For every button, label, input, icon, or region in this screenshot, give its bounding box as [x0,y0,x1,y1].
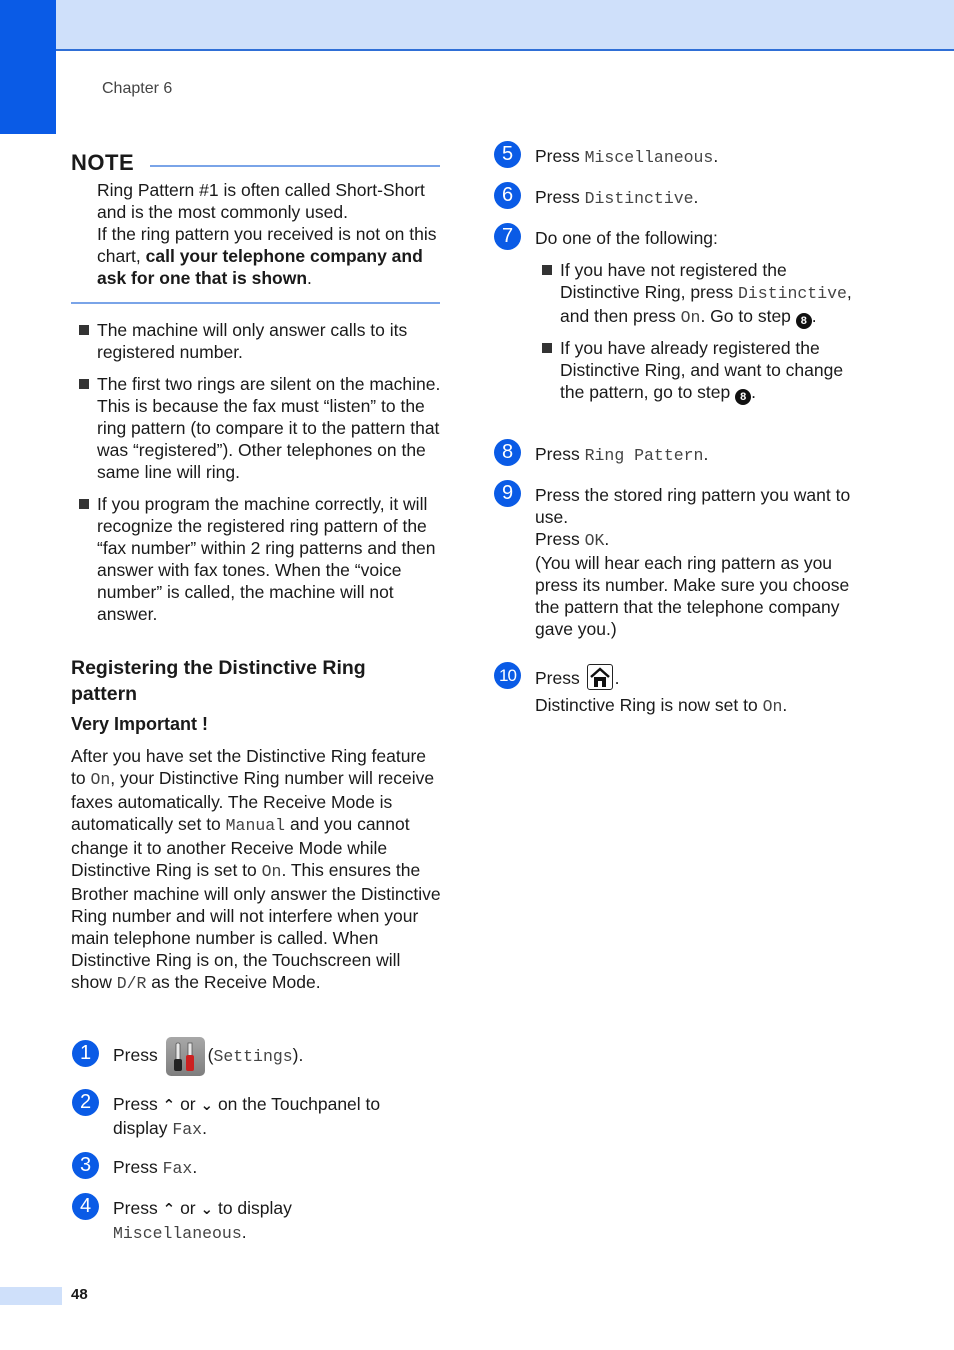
header-band [0,0,954,51]
sub-text: If you have already registered the Distinctive Ring, and want to change the pattern, go to step [560,338,844,402]
dot: . [693,187,699,207]
note-body [97,179,442,289]
note-line-1: Ring Pattern #1 is often called Short-Short and is the most commonly used. [97,180,425,222]
press-label: Press [535,444,580,464]
misc-code: Miscellaneous [584,148,714,167]
chapter-tab [0,0,56,134]
list-item [78,493,442,625]
note-line-2-bold: call your telephone company and ask for one that is shown [97,246,423,288]
press-label: Press [113,1094,158,1114]
or-label: or [180,1094,196,1114]
step-2-badge: 2 [72,1089,99,1116]
list-item [78,319,442,363]
note-rule-bottom [71,302,440,304]
dot: . [192,1157,198,1177]
step-4-text [113,1197,413,1245]
press-label: Press [113,1198,158,1218]
step-ref-badge: 8 [735,389,751,405]
distinctive-code: Distinctive [737,284,847,303]
bullet-text: The machine will only answer calls to its registered number. [97,320,408,362]
dot: . [713,146,719,166]
step-8-text [535,443,708,467]
sub-text: . Go to step [700,306,796,326]
step-2-text [113,1093,433,1141]
step-3-text [113,1156,197,1180]
sub-text: , and then press [560,282,852,326]
list-item [541,337,871,405]
step-4-badge: 4 [72,1193,99,1220]
para-text: , your Distinctive Ring number will receive faxes automatically. The Receive Mode is automatically set to [71,768,435,834]
ok-code: OK [584,531,605,550]
step-1-text [113,1036,443,1076]
bullet-square-icon [79,379,89,389]
step-9-badge: 9 [494,480,521,507]
step-7-badge: 7 [494,223,521,250]
fax-code: Fax [172,1120,203,1139]
section-subheading: Very Important ! [71,714,209,734]
step-3-badge: 3 [72,1152,99,1179]
note-line-2-text: If the ring pattern you received is not on this chart, [97,224,437,266]
list-item [78,373,442,483]
bullet-square-icon [542,343,552,353]
step-8-badge: 8 [494,439,521,466]
footer-band [0,1287,62,1305]
bullet-list [78,319,442,635]
step-9-line-1: Press the stored ring pattern you want to use. [535,485,851,527]
note-line-2-end: . [307,268,312,288]
bullet-text: If you program the machine correctly, it will recognize the registered ring pattern of the “fax number” within 2 ring patterns and then answer with fax tones. When the “voice number” is called, the machine will not answer. [97,494,436,624]
sub-text: If you have not registered the Distinctive Ring, press [560,260,787,302]
chevron-down-icon[interactable]: ⌄ [200,1097,214,1114]
manual-value: Manual [225,816,286,835]
bullet-text: The first two rings are silent on the machine. This is because the fax must “listen” to the ring pattern (to compare it to the pattern that was “registered”). Other telephones on the same line will ring. [97,374,441,482]
step-10-text [535,664,865,718]
note-title: NOTE [71,150,135,175]
step-10-badge: 10 [494,662,521,689]
step-9-line-2 [535,528,865,552]
dot: . [202,1118,207,1138]
or-label: or [180,1198,196,1218]
step-7-options [541,259,871,415]
dr-value: D/R [116,974,147,993]
dot: . [614,668,620,688]
step-2-rest: on the Touchpanel to display [113,1094,381,1138]
section-paragraph [71,745,441,995]
bullet-square-icon [542,265,552,275]
dot: . [241,1222,247,1242]
step-5-badge: 5 [494,141,521,168]
press-label: Press [535,187,580,207]
press-label: Press [535,529,580,549]
note-line-2 [97,223,442,289]
step-4-rest: to display [217,1198,292,1218]
chevron-up-icon[interactable]: ⌃ [162,1201,176,1218]
press-label: Press [535,146,580,166]
page-number: 48 [71,1286,88,1303]
press-label: Press [113,1045,158,1065]
ring-pattern-code: Ring Pattern [584,446,704,465]
list-item [541,259,871,329]
paren: ( [207,1045,214,1065]
chevron-up-icon[interactable]: ⌃ [162,1097,176,1114]
on-code: On [762,697,783,716]
on-value: On [261,862,282,881]
step-10-line-1 [535,664,865,690]
step-6-badge: 6 [494,182,521,209]
bullet-square-icon [79,499,89,509]
section-heading: Registering the Distinctive Ring pattern [71,657,366,705]
step-5-text [535,145,718,169]
press-label: Press [535,668,580,688]
step-1-badge: 1 [72,1040,99,1067]
note-rule-top [150,165,440,167]
step-7-text: Do one of the following: [535,228,718,248]
on-code: On [680,308,701,327]
para-text: as the Receive Mode. [146,972,321,992]
step-9-text [535,484,865,640]
home-icon[interactable] [587,664,613,690]
dot: . [703,444,709,464]
misc-code: Miscellaneous [113,1224,242,1243]
para-text: . This ensures the Brother machine will only answer the Distinctive Ring number and will not interfere when your main telephone number is called. When Distinctive Ring is on, the Touchscreen will show [71,860,441,992]
dot: . [604,529,610,549]
dot: . [782,695,788,715]
bullet-square-icon [79,325,89,335]
chevron-down-icon[interactable]: ⌄ [200,1201,214,1218]
step-9-line-3: (You will hear each ring pattern as you press its number. Make sure you choose the pattern that the telephone company gave you.) [535,553,850,639]
fax-code: Fax [162,1159,193,1178]
step-10-line-2 [535,694,865,718]
dot: . [751,382,756,402]
step-ref-badge: 8 [796,313,812,329]
chapter-label: Chapter 6 [102,80,173,97]
press-label: Press [113,1157,158,1177]
para-text: and you cannot change it to another Receive Mode while Distinctive Ring is set to [71,814,410,880]
settings-code: Settings [213,1047,293,1066]
on-value: On [90,770,111,789]
paren: ). [292,1045,304,1065]
distinctive-code: Distinctive [584,189,694,208]
dot: . [811,306,817,326]
step-6-text [535,186,698,210]
step-10-text-line: Distinctive Ring is now set to [535,695,758,715]
para-text: After you have set the Distinctive Ring feature to [71,746,427,788]
settings-icon[interactable] [166,1037,205,1076]
